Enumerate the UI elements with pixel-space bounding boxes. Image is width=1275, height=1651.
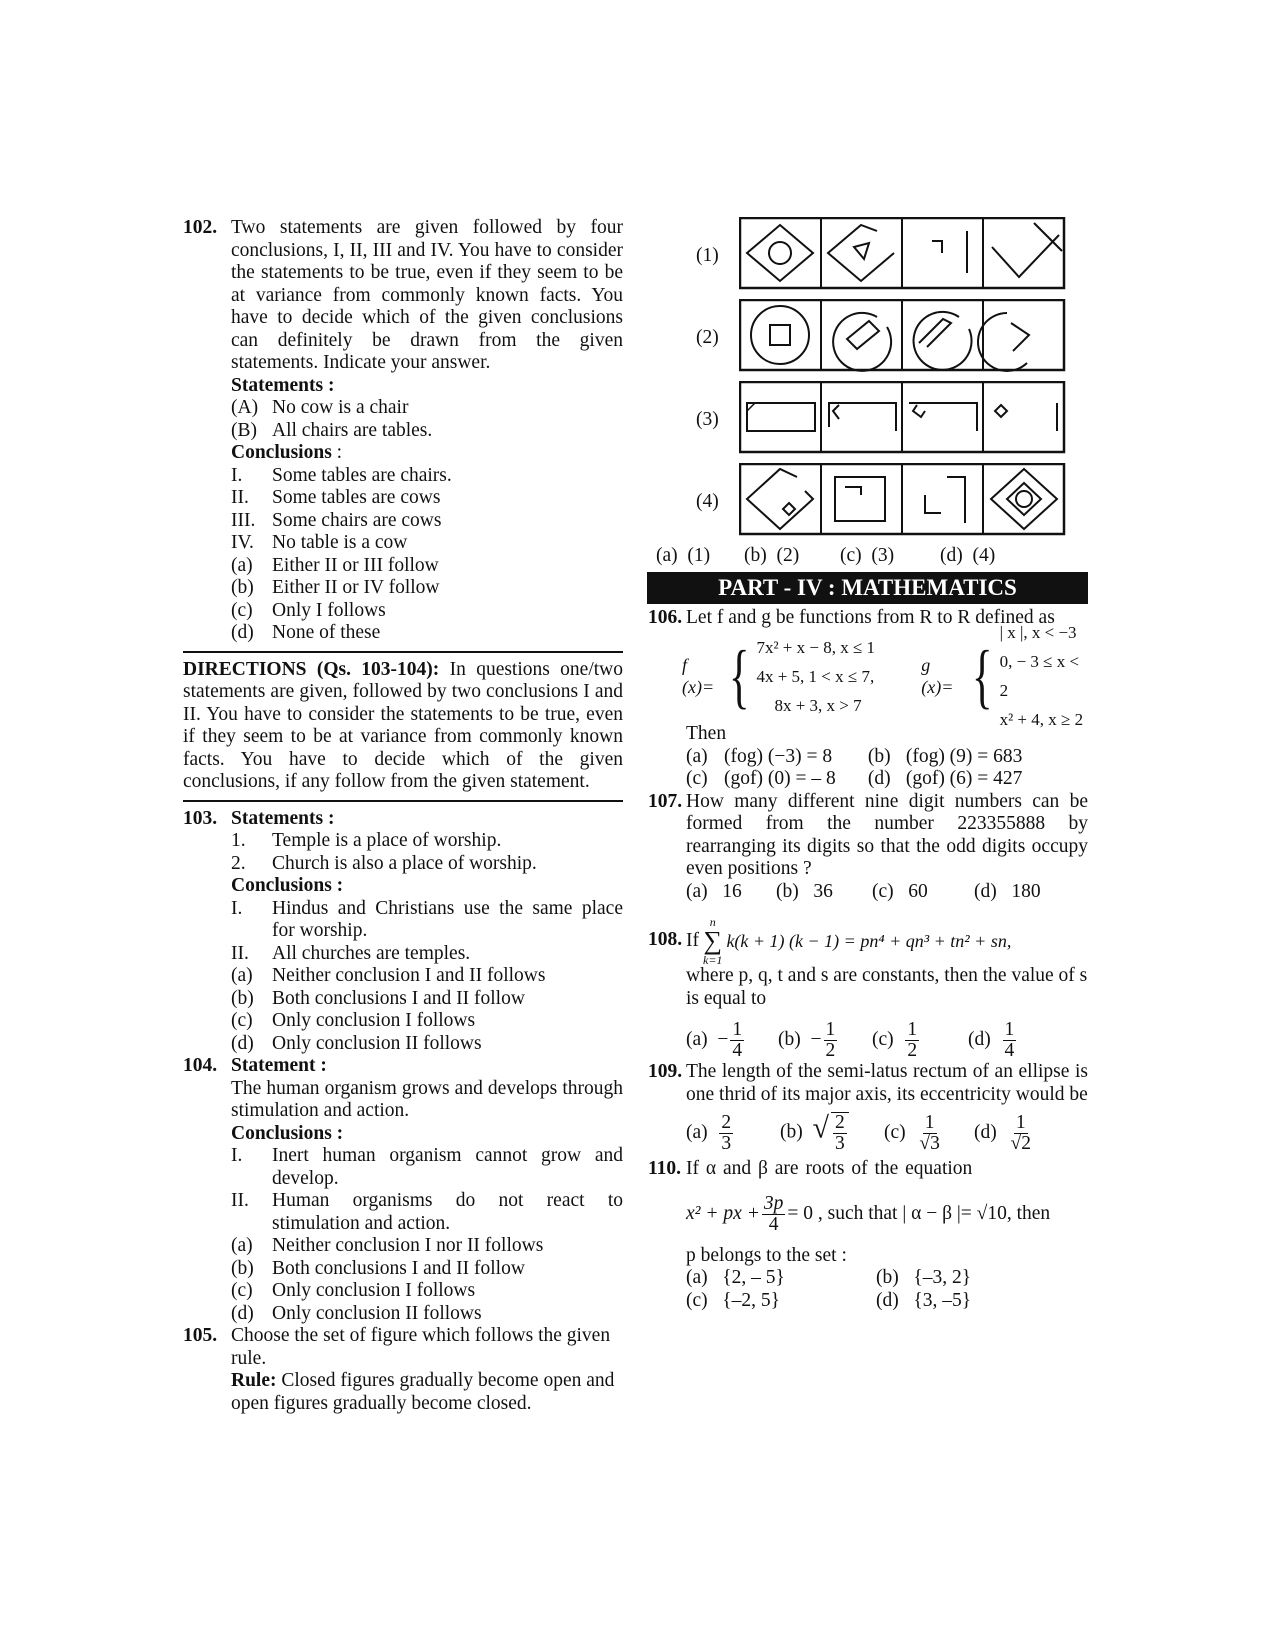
option-label: (b) [776,880,799,902]
option-text: (fog) (9) = 683 [905,745,1023,767]
option-label: (d) [876,1289,899,1311]
item-label: II. [231,1190,249,1211]
option-text: Only I follows [272,599,386,621]
figure-strip [739,217,1069,291]
divider [183,651,623,653]
answer-option[interactable] [872,1020,968,1061]
item-text: No cow is a chair [272,397,409,418]
frac-num: 1 [907,1019,918,1040]
option-label: (d) [231,1302,254,1324]
option-text: {2, – 5} [722,1267,785,1288]
answer-option[interactable] [231,1280,623,1303]
figure-row-4 [648,463,1088,541]
option-label: (a) [231,965,253,986]
option-text: (gof) (6) = 427 [905,768,1023,789]
question-number: 102. [183,217,218,238]
eq-fraction [762,1194,786,1235]
figure-strip [739,381,1069,455]
frac-den: √3 [919,1132,940,1154]
option-text: Neither conclusion I nor II follows [272,1235,544,1256]
option-label: (c) [231,1010,253,1031]
options-row [686,746,1088,769]
f-piece: 8x + 3, x > 7 [774,695,862,715]
answer-option[interactable] [968,1020,1018,1061]
answer-option[interactable] [776,881,872,904]
question-105 [183,1325,623,1415]
conclusion-item [231,487,623,510]
answer-option[interactable] [686,746,868,769]
option-text: Both conclusions I and II follow [272,987,525,1009]
f-piece: 4x + 5, 1 < x ≤ 7, [756,666,875,686]
sum-symbol: ∑ [703,926,722,955]
answer-option[interactable] [231,1303,623,1326]
statements-heading: Statements : [231,374,335,396]
option-label: (a) [686,745,708,767]
conclusion-item [231,532,623,555]
option-text: {3, –5} [913,1289,972,1311]
rule-label: Rule: [231,1370,277,1391]
option-sign: − [810,1028,822,1050]
item-label: (B) [231,419,257,441]
frac-num: 1 [732,1019,743,1040]
option-label: (b) [231,577,254,598]
question-number: 108. [648,929,683,950]
option-label: (c) [872,1028,894,1050]
question-number: 103. [183,807,218,829]
option-label: (c) [872,880,894,902]
item-text: All churches are temples. [272,942,471,964]
heading-label: Conclusions [231,442,332,463]
g-piece: | x |, x < −3 [999,623,1077,642]
option-fraction [831,1112,849,1154]
equation [686,1185,1088,1245]
option-text: Only conclusion II follows [272,1032,482,1054]
item-label: III. [231,509,256,531]
option-label: (a) [686,880,708,902]
option-label: (a) [231,554,253,576]
sum-expression [686,917,1088,965]
item-label: II. [231,942,249,964]
item-text: Some tables are cows [272,487,441,508]
figure-row-label: (4) [696,491,719,512]
figure-row-1 [648,217,1088,295]
option-label: (a) [231,1235,253,1256]
question-109 [648,1061,1088,1154]
option-fraction [905,1020,919,1061]
frac-num: 3p [763,1193,784,1214]
g-piece: x² + 4, x ≥ 2 [999,710,1084,729]
option-text: {–3, 2} [913,1267,972,1288]
answer-option[interactable] [231,1033,623,1056]
option-fraction [730,1020,744,1061]
conclusion-item [231,898,623,943]
answer-option[interactable] [974,1113,1035,1154]
answer-option[interactable] [744,545,840,568]
frac-num: 2 [834,1112,845,1133]
answer-option[interactable] [780,1112,884,1154]
frac-den: 4 [1004,1040,1015,1061]
question-text: Let f and g be functions from R to R defined as [686,606,1055,628]
option-label: (b) [780,1121,803,1143]
answer-option[interactable] [884,1113,974,1154]
question-text: If α and β are roots of the equation [686,1158,973,1179]
frac-num: 1 [1004,1019,1015,1040]
option-text: Neither conclusion I and II follows [272,965,546,986]
option-text: (gof) (0) = – 8 [724,768,836,789]
answer-option[interactable] [974,881,1041,904]
question-108 [648,917,1088,1061]
option-text: (1) [687,545,711,566]
answer-option[interactable] [686,1020,778,1061]
question-number: 107. [648,790,683,812]
answer-option[interactable] [686,768,868,791]
conclusion-item [231,510,623,533]
figure-row-3 [648,381,1088,459]
option-label: (b) [231,1257,254,1279]
g-piece: 0, − 3 ≤ x < 2 [999,652,1080,700]
question-104 [183,1055,623,1325]
conclusion-item [231,1145,623,1190]
options-row [686,1112,1088,1154]
option-text: 36 [813,880,833,902]
option-text: (fog) (−3) = 8 [724,745,833,767]
statement-item [231,830,623,853]
sum-lower: k=1 [703,953,723,967]
question-number: 104. [183,1055,218,1076]
item-text: Human organisms do not react to stimulation and action. [272,1190,623,1234]
option-fraction [1009,1113,1033,1154]
answer-option[interactable] [231,600,623,623]
option-text: 60 [908,880,928,902]
answer-option[interactable] [656,545,744,568]
f-label: f (x)= [682,654,715,697]
statements-heading: Statements : [231,807,335,829]
option-fraction [719,1113,733,1154]
option-label: (c) [686,768,708,789]
answer-option[interactable] [231,965,623,988]
option-label: (d) [974,880,997,902]
eq-left: x² + px + [686,1203,760,1225]
option-fraction [917,1113,941,1154]
sigma-icon [703,916,722,966]
figure-strip [739,463,1069,537]
heading-colon: : [331,442,343,463]
question-107 [648,791,1088,904]
conclusion-item [231,943,623,966]
left-brace: { [728,636,750,716]
option-text: Only conclusion II follows [272,1302,482,1324]
statement-heading: Statement : [231,1055,327,1076]
frac-den: √2 [1010,1132,1031,1154]
answer-option[interactable] [231,1235,623,1258]
answer-option[interactable] [231,622,623,645]
item-text: All chairs are tables. [272,419,433,441]
item-label: I. [231,464,243,486]
conclusions-heading: Conclusions : [231,875,344,896]
if-text: If [686,929,699,951]
options-row [686,768,1088,791]
frac-num: 2 [721,1111,732,1133]
item-text: Church is also a place of worship. [272,852,537,874]
option-text: Only conclusion I follows [272,1010,476,1031]
sum-upper: n [709,915,716,929]
option-label: (c) [840,545,862,566]
question-102 [183,217,623,645]
option-label: (b) [876,1267,899,1288]
question-number: 106. [648,606,683,628]
option-label: (d) [940,545,963,566]
frac-num: 1 [825,1019,836,1040]
item-label: I. [231,1145,243,1166]
answer-option[interactable] [686,881,776,904]
left-brace: { [971,636,993,716]
options-row [686,1020,1088,1061]
answer-option[interactable] [231,555,623,578]
answer-option[interactable] [840,545,940,568]
item-text: Some chairs are cows [272,509,442,531]
divider [183,800,623,802]
g-pieces [1000,618,1088,734]
left-column [183,217,623,1415]
conclusions-heading: Conclusions : [231,1122,344,1144]
part-banner: PART - IV : MATHEMATICS [647,572,1088,604]
frac-den: 2 [907,1040,918,1061]
question-text: The length of the semi-latus rectum of an ellipse is one thrid of its major axis, its eccentricity would be [686,1061,1088,1105]
option-label: (b) [744,545,767,566]
option-text: 16 [722,880,742,902]
option-text: {–2, 5} [722,1289,781,1311]
answer-option[interactable] [686,1113,780,1154]
item-label: II. [231,487,249,508]
answer-option[interactable] [686,1267,876,1290]
option-label: (c) [686,1289,708,1311]
item-text: Hindus and Christians use the same place for worship. [272,897,623,941]
option-label: (c) [231,1280,253,1301]
answer-option[interactable] [231,988,623,1011]
radical-icon: √ [812,1111,829,1145]
option-label: (d) [974,1121,997,1143]
option-label: (a) [656,545,678,566]
directions-block [183,659,623,794]
answer-option[interactable] [872,881,974,904]
question-text: Two statements are given followed by four conclusions, I, II, III and IV. You have to consider the statements to be true, even if they seem to be at variance from commonly known facts. You have to decide which of the given conclusions can definitely be drawn from the given statements. Indicate your answer. [231,217,623,373]
item-text: No table is a cow [272,532,408,553]
frac-num: 1 [924,1111,935,1133]
item-label: 2. [231,852,246,874]
option-text: Only conclusion I follows [272,1280,476,1301]
answer-option[interactable] [868,746,1088,769]
item-text: Some tables are chairs. [272,464,452,486]
rule-body: Closed figures gradually become open and open figures gradually become closed. [231,1370,615,1414]
answer-option[interactable] [231,1010,623,1033]
conclusion-item [231,465,623,488]
question-number: 109. [648,1061,683,1082]
answer-option[interactable] [940,545,995,568]
answer-option[interactable] [868,768,1088,791]
options-row [686,1290,1088,1313]
item-label: 1. [231,830,246,851]
answer-option[interactable] [778,1020,872,1061]
option-label: (c) [231,599,253,621]
answer-option[interactable] [876,1267,1076,1290]
question-text: How many different nine digit numbers can be formed from the number 223355888 by rearranging its digits so that the odd digits occupy even positions ? [686,790,1088,879]
option-label: (d) [231,1032,254,1054]
answer-option[interactable] [686,1290,876,1313]
option-sign: − [717,1028,729,1050]
g-label: g (x)= [921,654,954,697]
option-fraction [824,1020,838,1061]
option-label: (b) [867,745,891,767]
item-label: I. [231,897,243,919]
f-piece: 7x² + x − 8, x ≤ 1 [756,637,876,657]
answer-option[interactable] [876,1290,1076,1313]
question-text: Choose the set of figure which follows the given rule. [231,1325,611,1369]
option-text: (2) [776,545,800,566]
f-pieces [756,633,921,720]
item-text: Inert human organism cannot grow and develop. [272,1145,623,1189]
option-fraction [1003,1020,1017,1061]
question-number: 110. [648,1158,682,1179]
option-label: (a) [686,1121,708,1143]
conclusion-item [231,1190,623,1235]
option-label: (c) [884,1121,906,1143]
conclusions-heading [231,442,623,465]
option-label: (b) [778,1028,801,1050]
statement-item [231,397,623,420]
statement-text: The human organism grows and develops through stimulation and action. [231,1077,623,1121]
frac-den: 4 [732,1040,743,1061]
option-label: (d) [231,622,254,643]
item-text: Temple is a place of worship. [272,830,502,851]
question-text: where p, q, t and s are constants, then the value of s is equal to [686,965,1088,1009]
option-text: None of these [272,622,381,643]
then-text: Then [686,723,727,744]
eq-right: = 0 , such that | α − β |= √10, then [787,1203,1051,1225]
answer-option[interactable] [231,577,623,600]
option-text: (4) [972,545,996,566]
item-label: (A) [231,397,259,418]
question-110 [648,1158,1088,1312]
right-column [648,217,1088,1312]
question-text: p belongs to the set : [686,1244,847,1266]
frac-den: 3 [721,1132,732,1154]
frac-den: 2 [825,1040,836,1061]
option-text: (3) [871,545,895,566]
option-text: 180 [1011,880,1041,902]
directions-heading: DIRECTIONS (Qs. 103-104): [183,658,440,680]
function-definitions [682,623,1088,729]
question-number: 105. [183,1325,218,1346]
question-106 [648,607,1088,791]
options-row [686,1267,1088,1290]
option-text: Both conclusions I and II follow [272,1257,525,1279]
option-label: (d) [968,1028,991,1050]
option-label: (a) [686,1267,708,1288]
item-label: IV. [231,532,254,553]
figure-row-label: (3) [696,409,719,430]
figure-strip [739,299,1069,373]
statement-item [231,853,623,876]
frac-num: 1 [1015,1111,1026,1133]
option-text: Either II or III follow [272,554,439,576]
answer-option[interactable] [231,1258,623,1281]
question-103 [183,808,623,1056]
rule-text [231,1370,623,1415]
figure-row-label: (2) [696,327,719,348]
directions-text: In questions one/two statements are given, followed by two conclusions I and II. You have to consider the statements to be true, even if they seem to be at variance from commonly known facts. You have to decide which of the given conclusions, if any follow from the given statement. [183,658,624,792]
figure-row-2 [648,299,1088,377]
figure-row-label: (1) [696,245,719,266]
frac-den: 4 [768,1214,779,1235]
option-label: (b) [231,987,254,1009]
frac-den: 3 [834,1133,845,1154]
sum-body: k(k + 1) (k − 1) = pn⁴ + qn³ + tn² + sn, [726,930,1012,951]
option-label: (d) [867,768,891,789]
figure-options [648,545,1088,568]
options-row [686,881,1088,904]
statement-item [231,420,623,443]
option-text: Either II or IV follow [272,577,440,598]
option-label: (a) [686,1028,708,1050]
